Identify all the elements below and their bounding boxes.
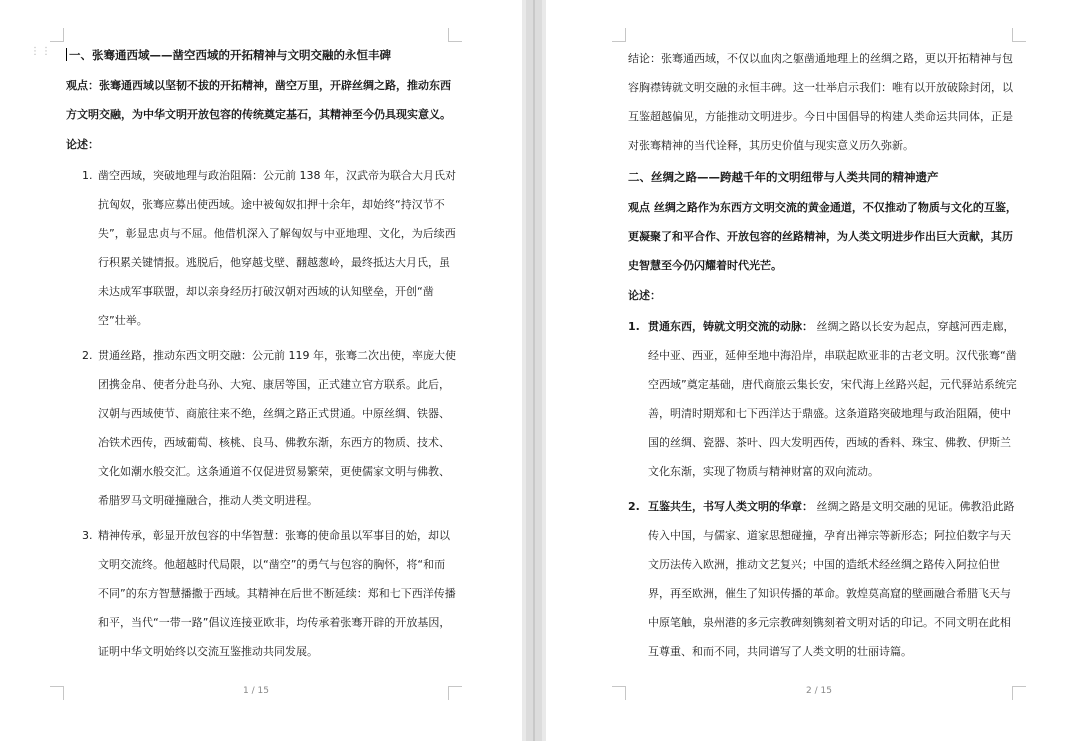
text-cursor (66, 48, 67, 61)
viewpoint-paragraph[interactable]: 观点 丝绸之路作为东西方文明交流的黄金通道，不仅推动了物质与文化的互鉴，更凝聚了和平合作、开放包容的丝路精神，为人类文明进步作出巨大贡献，其历史智慧至今仍闪耀着时代光芒。 (628, 201, 1017, 272)
list-item-text: 丝绸之路是文明交融的见证。佛教沿此路传入中国，与儒家、道家思想碰撞，孕育出禅宗等新形态；阿拉伯数字与天文历法传入欧洲，推动文艺复兴；中国的造纸术经丝绸之路传入阿拉伯世界，再至欧洲，催生了知识传播的革命。敦煌莫高窟的壁画融合希腊飞天与中原笔触，泉州港的多元宗教碑刻镌刻着文明对话的印记。不同文明在此相互尊重、和而不同，共同谱写了人类文明的壮丽诗篇。 (648, 500, 1015, 658)
crop-mark (50, 28, 64, 42)
argument-list (628, 312, 1020, 666)
list-item-title: 贯通东西，铸就文明交流的动脉： (648, 320, 813, 333)
section-heading[interactable]: 二、丝绸之路——跨越千年的文明纽带与人类共同的精神遗产 (628, 170, 939, 184)
list-item-title: 互鉴共生，书写人类文明的华章： (648, 500, 813, 513)
list-item-text: 凿空西域，突破地理与政治阻隔：公元前 138 年，汉武帝为联合大月氏对抗匈奴，张骞应募出使西域。途中被匈奴扣押十余年，却始终“持汉节不失”，彰显忠贞与不屈。他借机深入了解匈奴与中亚地理、文化，为后续西行积累关键情报。逃脱后，他穿越戈壁、翻越葱岭，最终抵达大月氏，虽未达成军事联盟，却以亲身经历打破汉朝对西域的认知壁垒，开创“凿空”壮举。 (98, 169, 456, 327)
list-item[interactable] (628, 492, 1020, 666)
viewpoint-paragraph[interactable]: 观点：张骞通西域以坚韧不拔的开拓精神，凿空万里，开辟丝绸之路，推动东西方文明交融，为中华文明开放包容的传统奠定基石，其精神至今仍具现实意义。 (66, 79, 451, 121)
list-item-text: 丝绸之路以长安为起点，穿越河西走廊，经中亚、西亚，延伸至地中海沿岸，串联起欧亚非的古老文明。汉代张骞“凿空西域”奠定基础，唐代商旅云集长安，宋代海上丝路兴起，元代驿站系统完善，明清时期郑和七下西洋达于鼎盛。这条道路突破地理与政治阻隔，使中国的丝绸、瓷器、茶叶、四大发明西传，西域的香料、珠宝、佛教、伊斯兰文化东渐，实现了物质与精神财富的双向流动。 (648, 320, 1017, 478)
argument-label[interactable]: 论述： (628, 289, 661, 302)
document-page-1 (0, 0, 522, 741)
crop-mark (1012, 686, 1026, 700)
page-1-content (66, 44, 456, 672)
list-item[interactable] (66, 161, 456, 335)
list-item[interactable] (66, 341, 456, 515)
list-item-text: 贯通丝路，推动东西文明交融：公元前 119 年，张骞二次出使，率庞大使团携金帛、使者分赴乌孙、大宛、康居等国，正式建立官方联系。此后，汉朝与西域使节、商旅往来不绝，丝绸之路正式贯通。中原丝绸、铁器、冶铁术西传，西域葡萄、核桃、良马、佛教东渐，东西方的物质、技术、文化如潮水般交汇。这条通道不仅促进贸易繁荣，更使儒家文明与佛教、希腊罗马文明碰撞融合，推动人类文明进程。 (98, 349, 456, 507)
page-gutter (526, 0, 542, 741)
argument-list (66, 161, 456, 666)
page-divider (533, 0, 535, 741)
page-number: 1 / 15 (243, 686, 269, 696)
crop-mark (612, 28, 626, 42)
page-number: 2 / 15 (806, 686, 832, 696)
list-number: 3. (82, 529, 93, 542)
list-number: 2. (628, 500, 640, 513)
crop-mark (448, 28, 462, 42)
section-heading-text: 一、张骞通西域——凿空西域的开拓精神与文明交融的永恒丰碑 (69, 48, 391, 62)
document-page-2 (546, 0, 1080, 741)
page-2-content (628, 44, 1020, 672)
list-number: 1. (82, 169, 93, 182)
crop-mark (50, 686, 64, 700)
list-item-text: 精神传承，彰显开放包容的中华智慧：张骞的使命虽以军事目的始，却以文明交流终。他超越时代局限，以“凿空”的勇气与包容的胸怀，将“和而不同”的东方智慧播撒于西域。其精神在后世不断延续：郑和七下西洋传播和平，当代“一带一路”倡议连接亚欧非，均传承着张骞开辟的开放基因，证明中华文明始终以交流互鉴推动共同发展。 (98, 529, 456, 658)
argument-label[interactable]: 论述： (66, 138, 99, 151)
conclusion-paragraph[interactable]: 结论：张骞通西域，不仅以血肉之躯凿通地理上的丝绸之路，更以开拓精神与包容胸襟铸就文明交融的永恒丰碑。这一壮举启示我们：唯有以开放破除封闭，以互鉴超越偏见，方能推动文明进步。今日中国倡导的构建人类命运共同体，正是对张骞精神的当代诠释，其历史价值与现实意义历久弥新。 (628, 52, 1013, 152)
drag-handle-icon[interactable]: ⋮⋮ (30, 46, 52, 57)
crop-mark (448, 686, 462, 700)
section-heading[interactable] (66, 44, 456, 67)
crop-mark (612, 686, 626, 700)
list-item[interactable] (628, 312, 1020, 486)
list-number: 2. (82, 349, 93, 362)
list-item[interactable] (66, 521, 456, 666)
list-number: 1. (628, 320, 640, 333)
crop-mark (1012, 28, 1026, 42)
